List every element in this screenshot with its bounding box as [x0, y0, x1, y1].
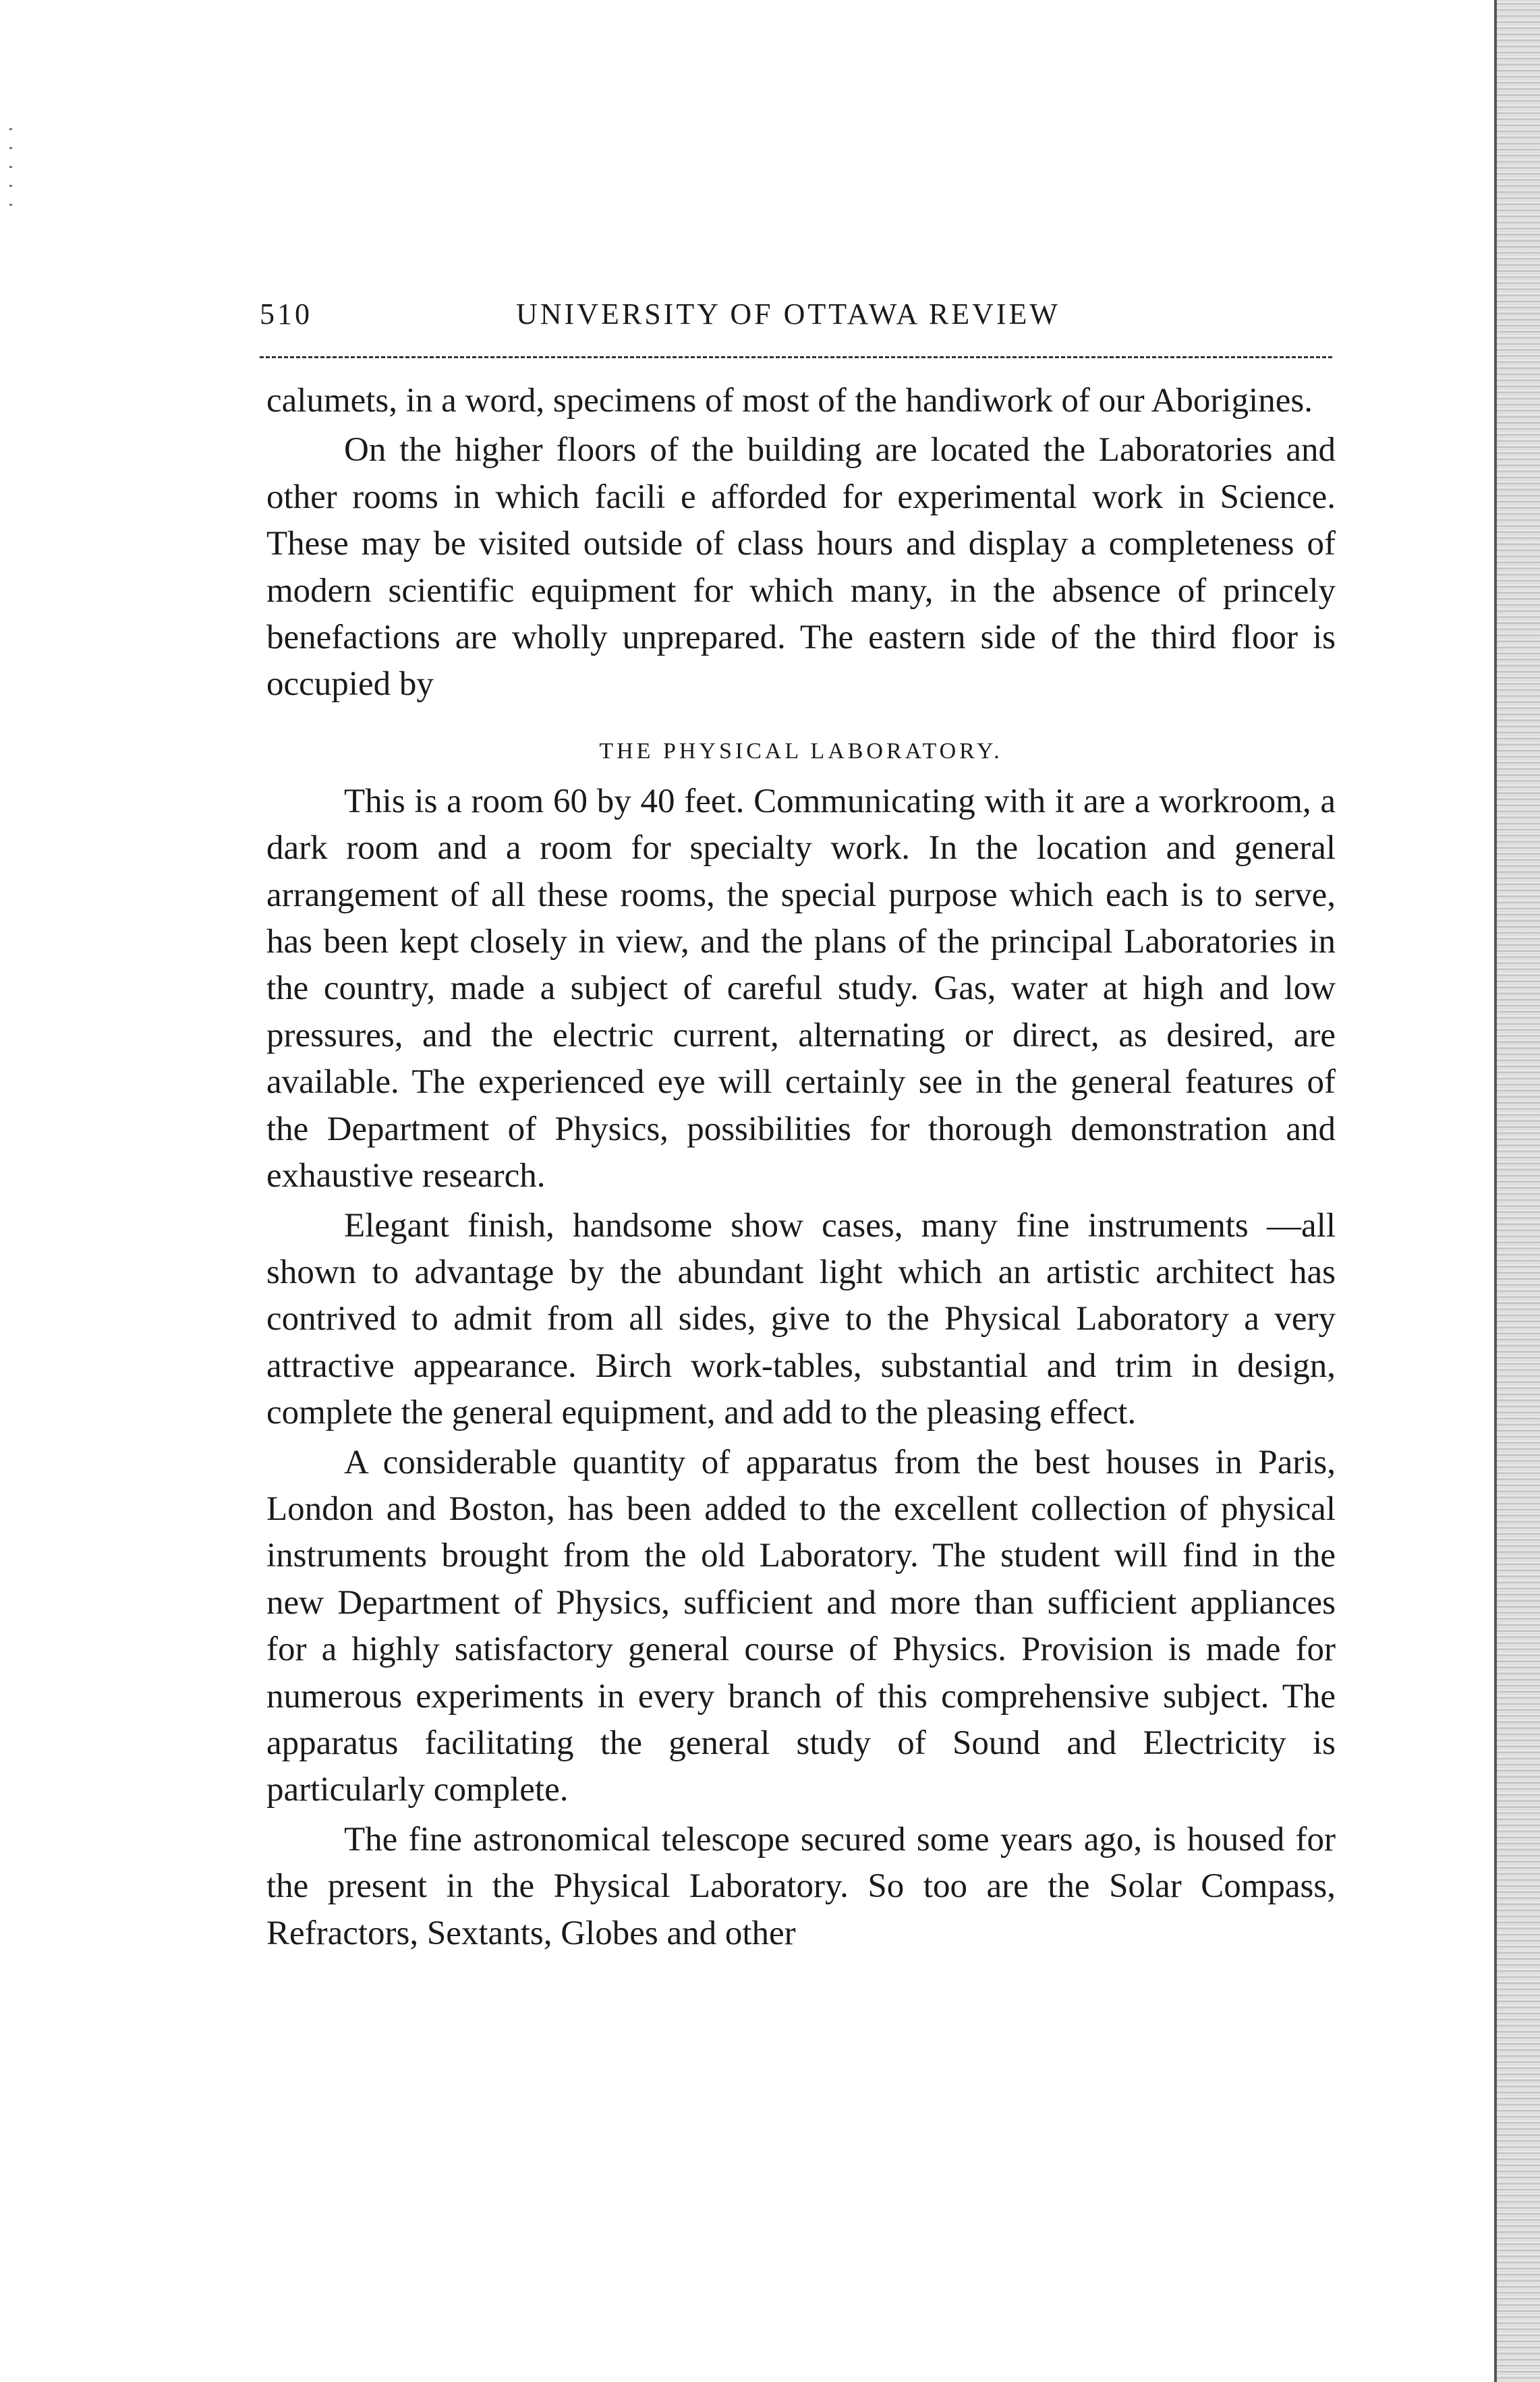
section-heading: THE PHYSICAL LABORATORY.	[599, 738, 1003, 764]
paragraph-laboratories: On the higher floors of the building are located the Laboratories and other rooms in which facili e afforded for experimental work in Science. These may be visited outside of class hours and display a completeness of modern scientific equipment for which many, in the absence of princely benefactions are wholly unprepared. The eastern side of the third floor is occupied by	[266, 431, 1336, 704]
running-title: UNIVERSITY OF OTTAWA REVIEW	[516, 297, 1060, 331]
header-rule	[260, 356, 1332, 358]
paragraph-room-description: This is a room 60 by 40 feet. Communicating with it are a workroom, a dark room and a room for specialty work. In the location and general arrangement of all these rooms, the special purpose which each is to serve, has been kept closely in view, and the plans of the principal Laboratories in the country, made a subject of careful study. Gas, water at high and low pressures, and the electric current, alternating or direct, as desired, are available. The experienced eye will certainly see in the general features of the Department of Physics, possibilities for thorough demonstration and exhaustive research.	[266, 782, 1336, 1195]
running-header	[260, 297, 1332, 337]
book-page-edge	[1494, 0, 1540, 2382]
paragraph-continuation: calumets, in a word, specimens of most of the handiwork of our Aborigines.	[266, 382, 1313, 420]
scan-margin-specks	[9, 128, 12, 209]
body-text	[266, 378, 1336, 1960]
paragraph-telescope: The fine astronomical telescope secured some years ago, is housed for the present in the Physical Laboratory. So too are the Solar Compass, Refractors, Sextants, Globes and other	[266, 1820, 1336, 1952]
paragraph-apparatus: A considerable quantity of apparatus from the best houses in Paris, London and Boston, has been added to the excellent collection of physical instruments brought from the old Laboratory. The student will find in the new Department of Physics, sufficient and more than sufficient appliances for a highly satisfactory general course of Physics. Provision is made for numerous experiments in every branch of this comprehensive subject. The apparatus facilitating the general study of Sound and Electricity is particularly complete.	[266, 1443, 1336, 1809]
paragraph-finish: Elegant finish, handsome show cases, many fine instruments —all shown to advantage by the abundant light which an artistic architect has contrived to admit from all sides, give to the Physical Laboratory a very attractive appearance. Birch work-tables, substantial and trim in design, complete the general equipment, and add to the pleasing effect.	[266, 1206, 1336, 1432]
page-number: 510	[260, 297, 312, 331]
